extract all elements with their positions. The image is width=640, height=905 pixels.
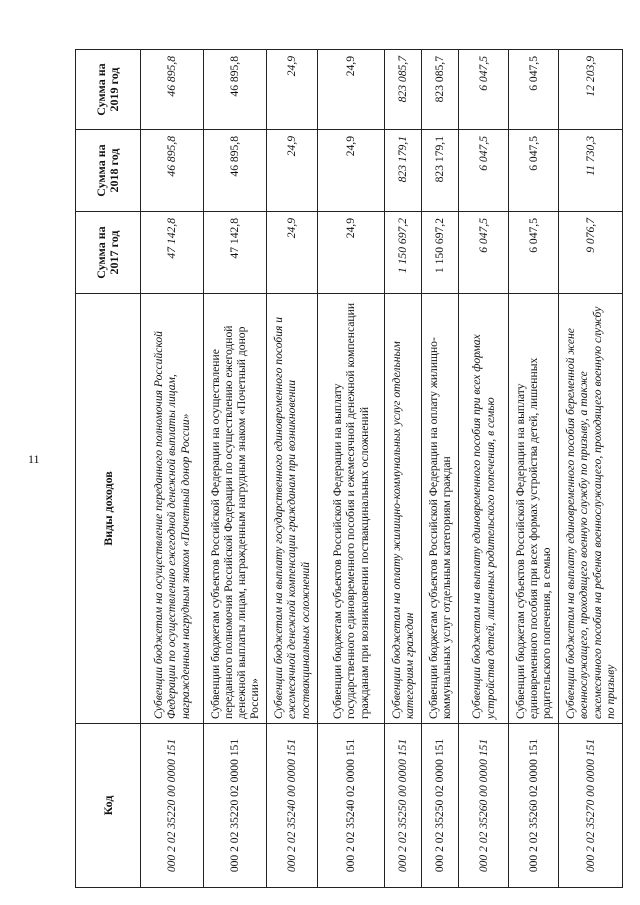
cell-sum-2018: 823 179,1 <box>385 130 422 212</box>
revenue-table <box>75 49 623 888</box>
cell-code: 000 2 02 35220 00 0000 151 <box>141 724 204 888</box>
cell-sum-2017: 6 047,5 <box>459 212 509 294</box>
table-row <box>422 50 459 888</box>
cell-code: 000 2 02 35270 00 0000 151 <box>559 724 623 888</box>
cell-sum-2018: 11 730,3 <box>559 130 623 212</box>
cell-sum-2019: 823 085,7 <box>385 50 422 130</box>
cell-sum-2019: 6 047,5 <box>509 50 559 130</box>
cell-revenue-type: Субвенции бюджетам на выплату единовременного пособия беременной жене военнослужащего, проходящего военную службу по призыву, а также ежемесячного пособия на ребенка военнослужащего, проходящего военную службу по призыву <box>559 294 623 724</box>
cell-revenue-type: Субвенции бюджетам субъектов Российской Федерации на оплату жилищно-коммунальных услуг отдельным категориям граждан <box>422 294 459 724</box>
cell-revenue-type: Субвенции бюджетам субъектов Российской Федерации на выплату государственного единовременного пособия и ежемесячной денежной компенсации гражданам при возникновении поствакцинальных осложнений <box>318 294 385 724</box>
cell-revenue-type: Субвенции бюджетам субъектов Российской Федерации на осуществление переданного полномочия Российской Федерации по осуществлению ежегодной денежной выплаты лицам, награжденным нагрудным знаком «Почетный донор России» <box>204 294 267 724</box>
cell-sum-2019: 24,9 <box>267 50 318 130</box>
cell-sum-2019: 12 203,9 <box>559 50 623 130</box>
table-row <box>385 50 422 888</box>
cell-sum-2017: 47 142,8 <box>141 212 204 294</box>
cell-code: 000 2 02 35250 00 0000 151 <box>385 724 422 888</box>
header-code: Код <box>76 724 141 888</box>
cell-sum-2019: 46 895,8 <box>141 50 204 130</box>
table-row <box>509 50 559 888</box>
cell-sum-2017: 6 047,5 <box>509 212 559 294</box>
header-sum-2017: Сумма на 2017 год <box>76 212 141 294</box>
table-row <box>267 50 318 888</box>
page-number: 11 <box>28 452 40 466</box>
rotated-page-content <box>75 50 640 888</box>
table-row <box>318 50 385 888</box>
cell-sum-2017: 1 150 697,2 <box>385 212 422 294</box>
cell-sum-2019: 823 085,7 <box>422 50 459 130</box>
cell-sum-2018: 46 895,8 <box>204 130 267 212</box>
cell-sum-2019: 24,9 <box>318 50 385 130</box>
cell-code: 000 2 02 35260 00 0000 151 <box>459 724 509 888</box>
cell-code: 000 2 02 35250 02 0000 151 <box>422 724 459 888</box>
cell-sum-2019: 46 895,8 <box>204 50 267 130</box>
cell-code: 000 2 02 35240 02 0000 151 <box>318 724 385 888</box>
cell-revenue-type: Субвенции бюджетам на осуществление переданного полномочия Российской Федерации по осуществлению ежегодной денежной выплаты лицам, награжденным нагрудным знаком «Почетный донор России» <box>141 294 204 724</box>
header-sum-2018: Сумма на 2018 год <box>76 130 141 212</box>
cell-revenue-type: Субвенции бюджетам на выплату государственного единовременного пособия и ежемесячной денежной компенсации гражданам при возникновении поствакцинальных осложнений <box>267 294 318 724</box>
cell-sum-2018: 823 179,1 <box>422 130 459 212</box>
table-row <box>204 50 267 888</box>
cell-revenue-type: Субвенции бюджетам на выплату единовременного пособия при всех формах устройства детей, лишенных родительского попечения, в семью <box>459 294 509 724</box>
cell-sum-2019: 6 047,5 <box>459 50 509 130</box>
cell-code: 000 2 02 35260 02 0000 151 <box>509 724 559 888</box>
header-revenue-type: Виды доходов <box>76 294 141 724</box>
table-header-row <box>76 50 141 888</box>
table-row <box>459 50 509 888</box>
table-row <box>559 50 623 888</box>
cell-sum-2017: 1 150 697,2 <box>422 212 459 294</box>
cell-sum-2018: 24,9 <box>267 130 318 212</box>
cell-code: 000 2 02 35220 02 0000 151 <box>204 724 267 888</box>
cell-code: 000 2 02 35240 00 0000 151 <box>267 724 318 888</box>
cell-sum-2018: 46 895,8 <box>141 130 204 212</box>
cell-sum-2017: 9 076,7 <box>559 212 623 294</box>
cell-sum-2017: 47 142,8 <box>204 212 267 294</box>
table-row <box>141 50 204 888</box>
cell-sum-2017: 24,9 <box>318 212 385 294</box>
cell-sum-2017: 24,9 <box>267 212 318 294</box>
cell-sum-2018: 6 047,5 <box>459 130 509 212</box>
cell-revenue-type: Субвенции бюджетам на оплату жилищно-коммунальных услуг отдельным категориям граждан <box>385 294 422 724</box>
cell-revenue-type: Субвенции бюджетам субъектов Российской Федерации на выплату единовременного пособия при всех формах устройства детей, лишенных родительского попечения, в семью <box>509 294 559 724</box>
cell-sum-2018: 24,9 <box>318 130 385 212</box>
header-sum-2019: Сумма на 2019 год <box>76 50 141 130</box>
cell-sum-2018: 6 047,5 <box>509 130 559 212</box>
